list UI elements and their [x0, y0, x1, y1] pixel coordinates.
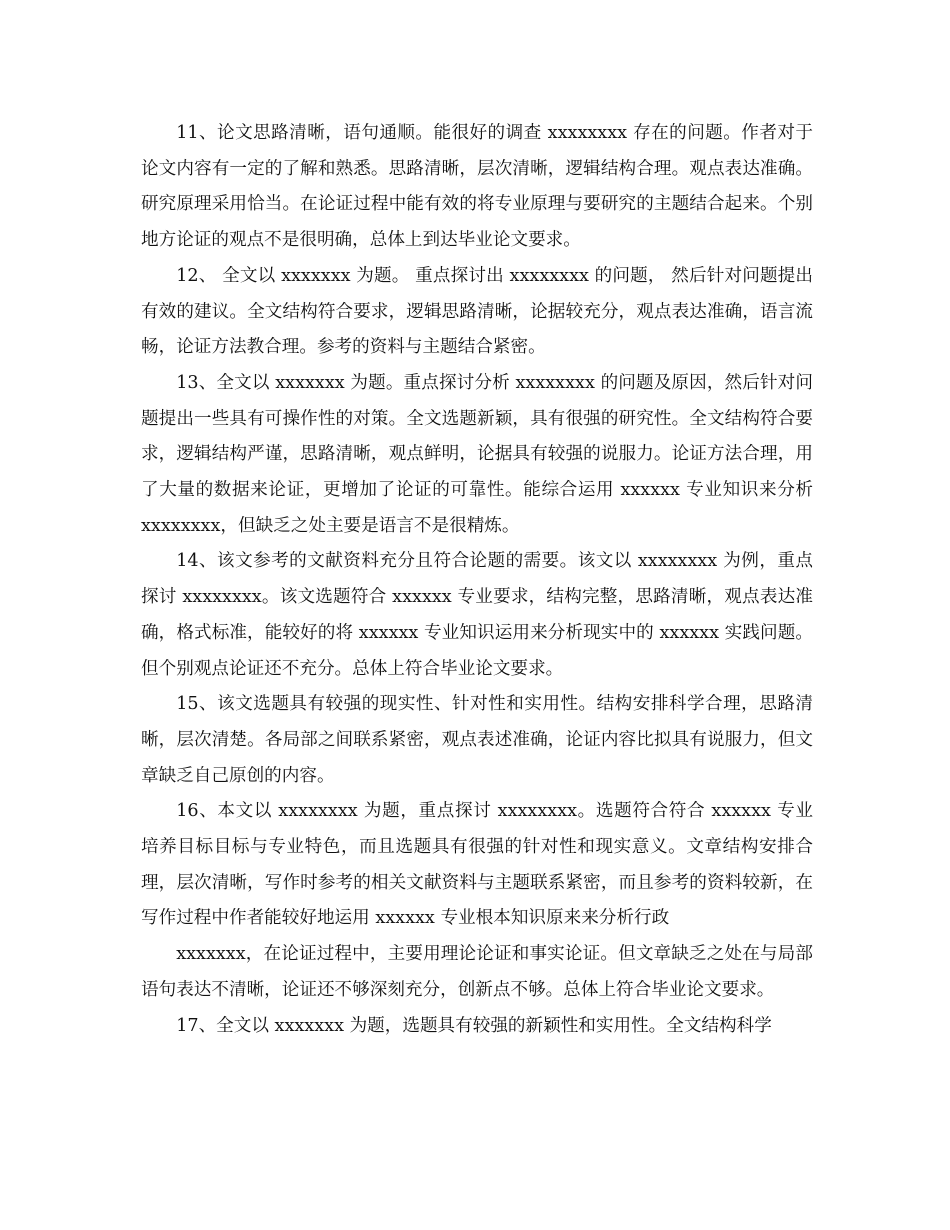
document-body	[141, 116, 813, 1044]
paragraph-17: 17、全文以 xxxxxxx 为题，选题具有较强的新颖性和实用性。全文结构科学	[176, 1015, 772, 1036]
paragraph-14: 14、该文参考的文献资料充分且符合论题的需要。该文以 xxxxxxxx 为例，重点探讨 xxxxxxxx。该文选题符合 xxxxxx 专业要求，结构完整，思路清晰，观点表达准确，格式标准，能较好的将 xxxxxx 专业知识运用来分析现实中的 xxxxxx 实践问题。但个别观点论证还不充分。总体上符合毕业论文要求。	[141, 551, 813, 679]
paragraph-13: 13、全文以 xxxxxxx 为题。重点探讨分析 xxxxxxxx 的问题及原因，然后针对问题提出一些具有可操作性的对策。全文选题新颖，具有很强的研究性。全文结构符合要求，逻辑结构严谨，思路清晰，观点鲜明，论据具有较强的说服力。论证方法合理，用了大量的数据来论证，更增加了论证的可靠性。能综合运用 xxxxxx 专业知识来分析 xxxxxxxx，但缺乏之处主要是语言不是很精炼。	[141, 372, 813, 536]
paragraph-16-continued: xxxxxxx，在论证过程中，主要用理论论证和事实论证。但文章缺乏之处在与局部语句表达不清晰，论证还不够深刻充分，创新点不够。总体上符合毕业论文要求。	[141, 944, 813, 1000]
paragraph-16: 16、本文以 xxxxxxxx 为题，重点探讨 xxxxxxxx。选题符合符合 xxxxxx 专业培养目标目标与专业特色，而且选题具有很强的针对性和现实意义。文章结构安排合理，层次清晰，写作时参考的相关文献资料与主题联系紧密，而且参考的资料较新，在写作过程中作者能较好地运用 xxxxxx 专业根本知识原来来分析行政	[141, 801, 813, 929]
paragraph-12: 12、 全文以 xxxxxxx 为题。 重点探讨出 xxxxxxxx 的问题， 然后针对问题提出有效的建议。全文结构符合要求，逻辑思路清晰，论据较充分，观点表达准确，语言流畅，论证方法教合理。参考的资料与主题结合紧密。	[141, 265, 813, 358]
paragraph-15: 15、该文选题具有较强的现实性、针对性和实用性。结构安排科学合理，思路清晰，层次清楚。各局部之间联系紧密，观点表述准确，论证内容比拟具有说服力，但文章缺乏自己原创的内容。	[141, 694, 813, 786]
paragraph-11: 11、论文思路清晰，语句通顺。能很好的调查 xxxxxxxx 存在的问题。作者对于论文内容有一定的了解和熟悉。思路清晰，层次清晰，逻辑结构合理。观点表达准确。研究原理采用恰当。在论证过程中能有效的将专业原理与要研究的主题结合起来。个别地方论证的观点不是很明确，总体上到达毕业论文要求。	[141, 123, 813, 251]
